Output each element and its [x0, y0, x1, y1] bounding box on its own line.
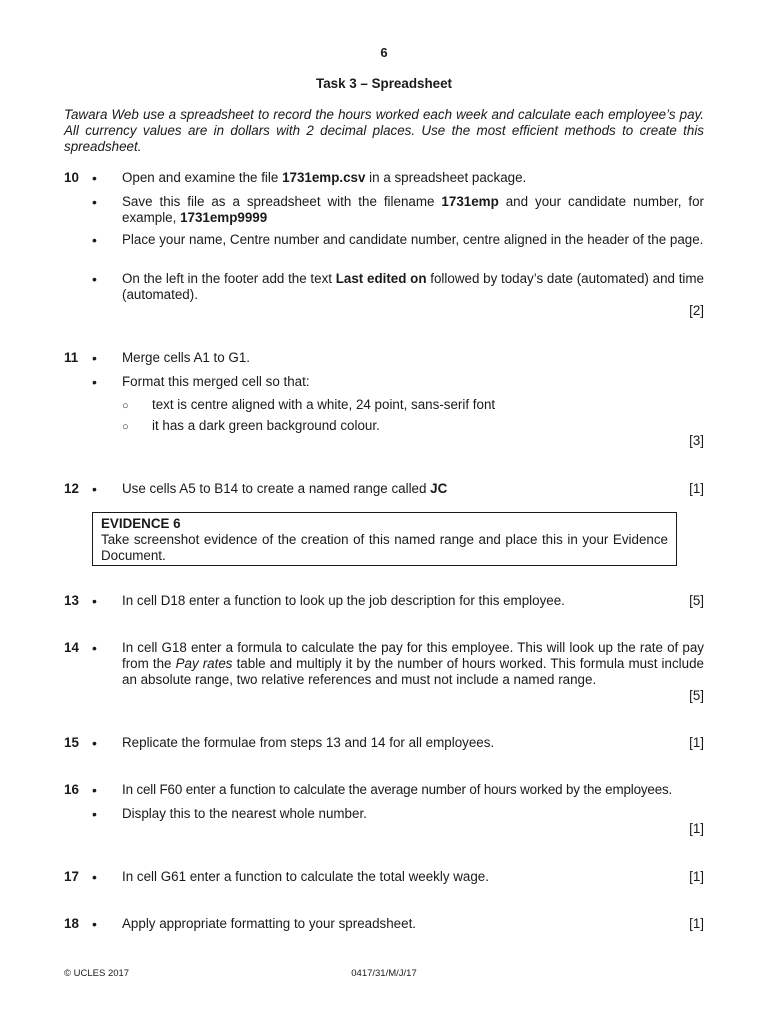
instruction-text: In cell G18 enter a formula to calculate the pay for this employee. This will look up the rate of pay from the Pay rates table and multiply it by the number of hours worked. This formula must include an absolute range, two relative references and must not include a named range. [122, 640, 704, 687]
bullet-icon: • [92, 869, 97, 885]
footer-paper-code: 0417/31/M/J/17 [351, 968, 417, 979]
bullet-icon: • [92, 916, 97, 932]
instruction-text: Merge cells A1 to G1. [122, 350, 251, 365]
bullet-icon: • [92, 806, 97, 822]
task-title: Task 3 – Spreadsheet [316, 76, 452, 91]
instruction-text: In cell F60 enter a function to calculate the average number of hours worked by the employees. [122, 782, 673, 797]
instruction-text: Display this to the nearest whole number. [122, 806, 367, 821]
bullet-icon: • [92, 593, 97, 609]
instruction-text: In cell D18 enter a function to look up the job description for this employee. [122, 593, 565, 608]
mark-allocation: [5] [689, 593, 704, 608]
sub-bullet-icon: ○ [122, 421, 129, 433]
bullet-icon: • [92, 271, 97, 287]
bullet-icon: • [92, 170, 97, 186]
bullet-icon: • [92, 481, 97, 497]
sub-instruction-text: it has a dark green background colour. [152, 418, 380, 433]
question-number: 17 [64, 869, 79, 884]
question-number: 10 [64, 170, 79, 185]
mark-allocation: [3] [689, 433, 704, 448]
bullet-icon: • [92, 232, 97, 248]
question-number: 14 [64, 640, 79, 655]
mark-allocation: [1] [689, 481, 704, 496]
mark-allocation: [1] [689, 916, 704, 931]
footer-copyright: © UCLES 2017 [64, 968, 130, 979]
instruction-text: Open and examine the file 1731emp.csv in a spreadsheet package. [122, 170, 527, 185]
evidence-box [92, 512, 677, 566]
instruction-text: In cell G61 enter a function to calculate the total weekly wage. [122, 869, 489, 884]
question-number: 16 [64, 782, 79, 797]
question-number: 12 [64, 481, 79, 496]
mark-allocation: [2] [689, 303, 704, 318]
question-number: 15 [64, 735, 79, 750]
instruction-text: Replicate the formulae from steps 13 and 14 for all employees. [122, 735, 495, 750]
question-number: 13 [64, 593, 79, 608]
sub-instruction-text: text is centre aligned with a white, 24 point, sans-serif font [152, 397, 496, 412]
bullet-icon: • [92, 374, 97, 390]
evidence-title: EVIDENCE 6 [101, 516, 181, 531]
question-number: 18 [64, 916, 79, 931]
mark-allocation: [1] [689, 869, 704, 884]
page-number: 6 [380, 45, 388, 60]
sub-bullet-icon: ○ [122, 400, 129, 412]
task-intro: Tawara Web use a spreadsheet to record the hours worked each week and calculate each employee’s pay. All currency values are in dollars with 2 decimal places. Use the most efficient methods to create this spreadsheet. [64, 107, 704, 154]
instruction-text: Use cells A5 to B14 to create a named range called JC [122, 481, 448, 496]
instruction-text: Place your name, Centre number and candidate number, centre aligned in the header of the page. [122, 232, 704, 247]
bullet-icon: • [92, 194, 97, 210]
mark-allocation: [5] [689, 688, 704, 703]
instruction-text: Format this merged cell so that: [122, 374, 310, 389]
bullet-icon: • [92, 735, 97, 751]
bullet-icon: • [92, 640, 97, 656]
instruction-text: Apply appropriate formatting to your spreadsheet. [122, 916, 417, 931]
instruction-text: Save this file as a spreadsheet with the filename 1731emp and your candidate number, for example, 1731emp9999 [122, 194, 705, 225]
mark-allocation: [1] [689, 735, 704, 750]
evidence-body: Take screenshot evidence of the creation of this named range and place this in your Evidence Document. [101, 532, 668, 563]
mark-allocation: [1] [689, 821, 704, 836]
bullet-icon: • [92, 350, 97, 366]
question-number: 11 [64, 350, 79, 365]
bullet-icon: • [92, 782, 97, 798]
instruction-text: On the left in the footer add the text Last edited on followed by today’s date (automated) and time (automated). [122, 271, 704, 302]
